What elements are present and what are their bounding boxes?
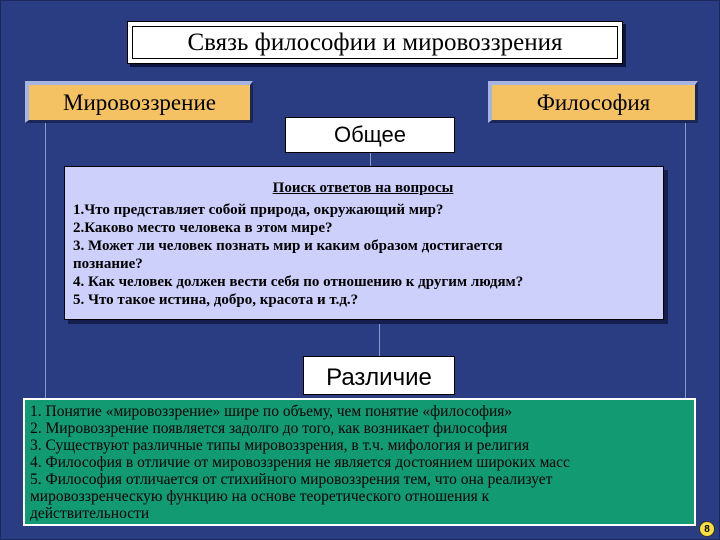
- common-questions-box: [64, 166, 664, 320]
- common-item: 5. Что такое истина, добро, красота и т.д.?: [73, 292, 359, 308]
- common-label: Общее: [285, 117, 455, 153]
- connector-common-center-line: [370, 153, 371, 166]
- difference-item: действительности: [30, 505, 150, 522]
- common-item: 1.Что представляет собой природа, окружающий мир?: [73, 202, 444, 218]
- difference-item: мировоззренческую функцию на основе теоретического отношения к: [30, 488, 490, 505]
- common-heading: Поиск ответов на вопросы: [272, 180, 454, 196]
- common-item: 2.Каково место человека в этом мире?: [73, 220, 333, 236]
- philosophy-tag: Философия: [488, 81, 698, 123]
- connector-diff-center-line: [379, 321, 380, 356]
- difference-item: 2. Мировоззрение появляется задолго до того, как возникает философия: [30, 420, 508, 437]
- difference-item: 1. Понятие «мировоззрение» шире по объему, чем понятие «философия»: [30, 403, 513, 420]
- differences-box: [23, 398, 696, 526]
- common-item: 4. Как человек должен вести себя по отношению к другим людям?: [73, 274, 524, 290]
- common-item: 3. Может ли человек познать мир и каким образом достигается: [73, 238, 503, 254]
- slide-title: Связь философии и мировоззрения: [132, 26, 618, 59]
- connector-right-line: [685, 123, 686, 398]
- connector-left-line: [45, 123, 46, 398]
- common-item: познание?: [73, 256, 143, 272]
- difference-label: Различие: [303, 356, 455, 395]
- worldview-tag: Мировоззрение: [25, 81, 253, 123]
- difference-item: 3. Существуют различные типы мировоззрения, в т.ч. мифология и религия: [30, 437, 530, 454]
- difference-item: 4. Философия в отличие от мировоззрения не является достоянием широких масс: [30, 454, 570, 471]
- page-number-badge: 8: [699, 521, 715, 537]
- difference-item: 5. Философия отличается от стихийного мировоззрения тем, что она реализует: [30, 471, 553, 488]
- slide-title-box: [127, 21, 623, 64]
